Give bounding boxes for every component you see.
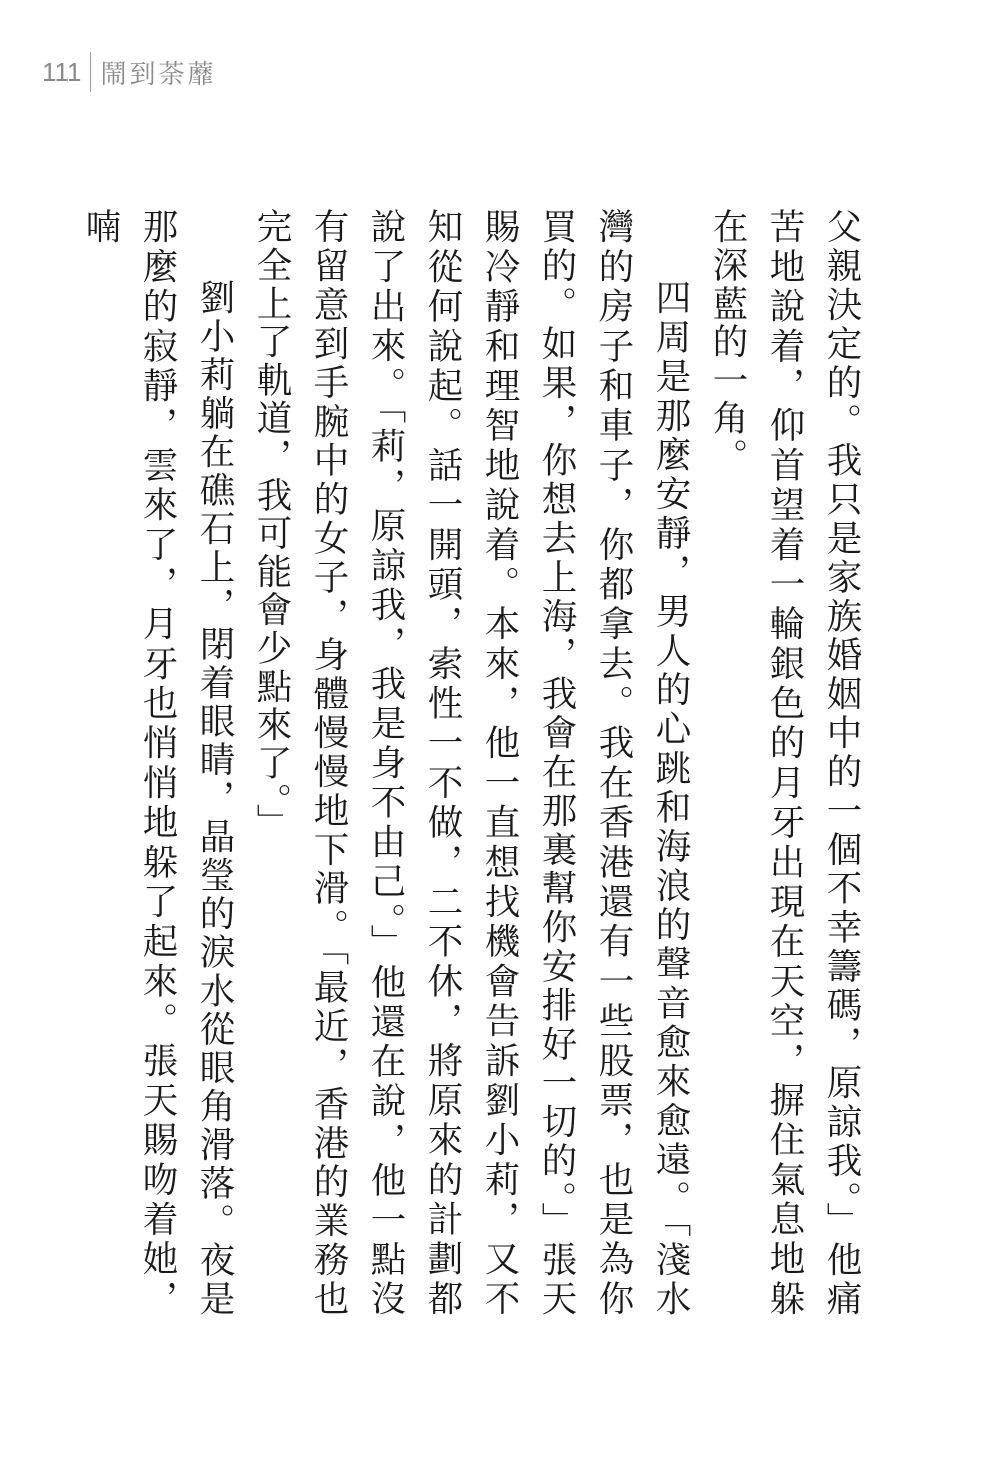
vertical-text-body [72,208,870,1318]
page-number: 111 [42,56,82,87]
paragraph-1: 父親決定的。我只是家族婚姻中的一個不幸籌碼，原諒我。」他痛苦地說着，仰首望着一輪銀色的月牙出現在天空，摒住氣息地躲在深藍的一角。 [707,208,862,1318]
paragraph-2: 四周是那麼安靜，男人的心跳和海浪的聲音愈來愈遠。「淺水灣的房子和車子，你都拿去。我在香港還有一些股票，也是為你買的。如果，你想去上海，我會在那裏幫你安排好一切的。」張天賜冷靜和理智地說着。本來，他一直想找機會告訴劉小莉，又不知從何說起。話一開頭，索性一不做，二不休，將原來的計劃都說了出來。「莉，原諒我，我是身不由己。」他還在說，他一點沒有留意到手腕中的女子，身體慢慢地下滑。「最近，香港的業務也完全上了軌道，我可能會少點來了。」 [251,208,691,1318]
book-title: 鬧到荼蘼 [100,59,217,90]
header-divider [90,52,91,92]
paragraph-3: 劉小莉躺在礁石上，閉着眼睛，晶瑩的淚水從眼角滑落。夜是那麼的寂靜，雲來了，月牙也悄悄地躲了起來。張天賜吻着她，喃 [80,208,235,1318]
running-header [42,50,217,94]
